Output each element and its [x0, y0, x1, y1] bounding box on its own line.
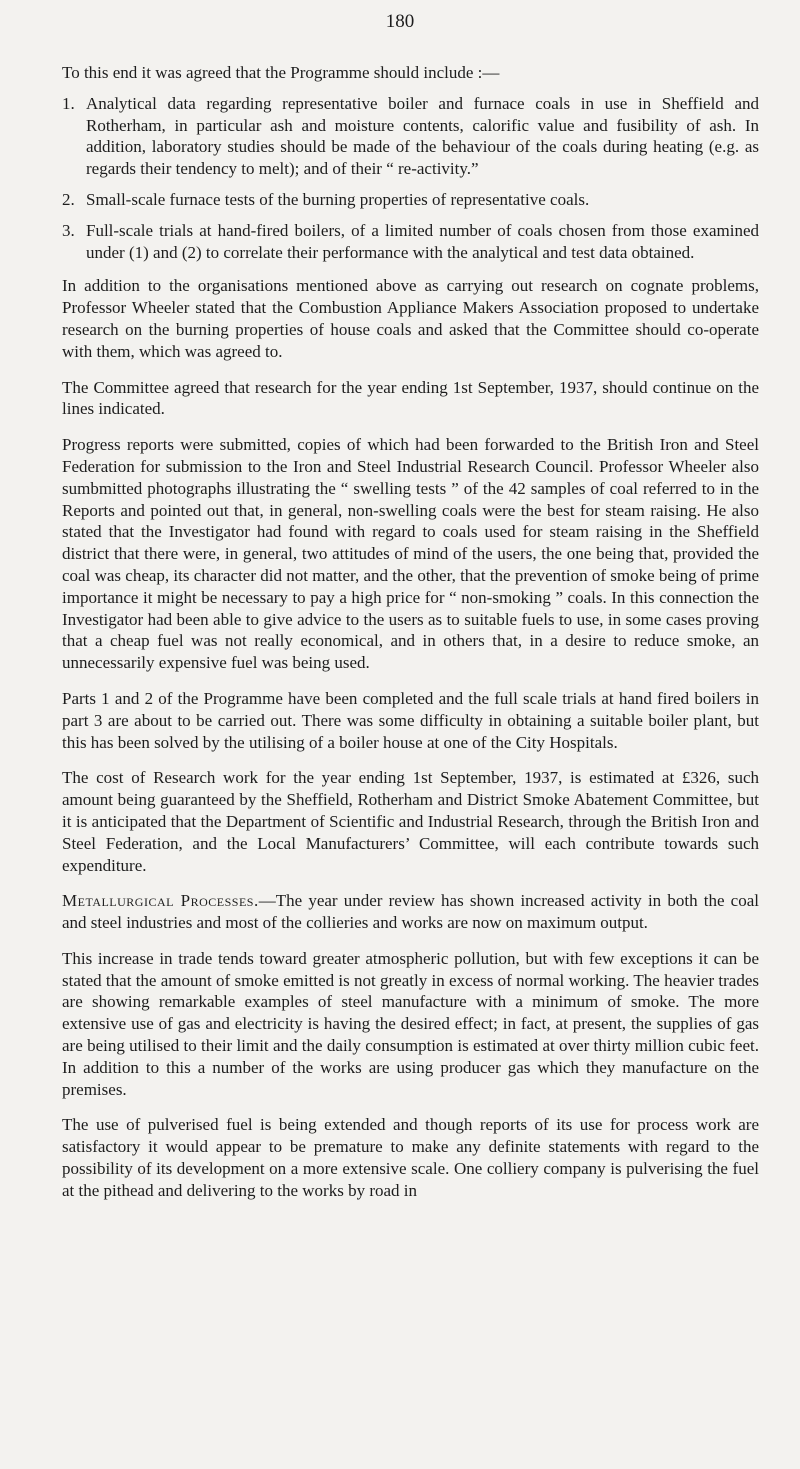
list-item-text: Small-scale furnace tests of the burning properties of representative coals.: [86, 189, 590, 209]
metallurgical-paragraph: [62, 890, 759, 934]
section-text: —The year under review has shown increased activity in both the coal and steel industries and most of the collieries and works are now on maximum output.: [62, 891, 759, 933]
page-number: 180: [385, 11, 415, 32]
paragraph: Parts 1 and 2 of the Programme have been completed and the full scale trials at hand fired boilers in part 3 are about to be carried out. There was some difficulty in obtaining a suitable boiler plant, but this has been solved by the utilising of a boiler house at one of the City Hospitals.: [62, 688, 759, 752]
intro-paragraph: To this end it was agreed that the Programme should include :—: [62, 63, 500, 82]
paragraph: The cost of Research work for the year ending 1st September, 1937, is estimated at £326, such amount being guaranteed by the Sheffield, Rotherham and District Smoke Abatement Committee, but it is anticipated that the Department of Scientific and Industrial Research, through the British Iron and Steel Federation, and the Local Manufacturers’ Committee, will each contribute towards such expenditure.: [62, 768, 759, 875]
list-item: [62, 220, 759, 264]
paragraph: The use of pulverised fuel is being extended and though reports of its use for process work are satisfactory it would appear to be premature to make any definite statements with regard to the possibility of its development on a more extensive scale. One colliery company is pulverising the fuel at the pithead and delivering to the works by road in: [62, 1115, 759, 1200]
paragraph: This increase in trade tends toward greater atmospheric pollution, but with few exceptions it can be stated that the amount of smoke emitted is not greatly in excess of normal working. The heavier trades are showing remarkable examples of steel manufacture with a minimum of smoke. The more extensive use of gas and electricity is having the desired effect; in fact, at present, the supplies of gas are being utilised to their limit and the daily consumption is estimated at over thirty million cubic feet. In addition to this a number of the works are using producer gas which they manufacture on the premises.: [62, 948, 759, 1099]
list-item-text: Analytical data regarding representative boiler and furnace coals in use in Sheffield and Rotherham, in particular ash and moisture contents, calorific value and fusibility of ash. In addition, laboratory studies should be made of the behaviour of the coals during heating (e.g. as regards their tendency to melt); and of their “ re-activity.”: [86, 93, 759, 179]
paragraph: Progress reports were submitted, copies of which had been forwarded to the British Iron and Steel Federation for submission to the Iron and Steel Industrial Research Council. Professor Wheeler also sumbmitted photographs illustrating the “ swelling tests ” of the 42 samples of coal referred to in the Reports and pointed out that, in general, non-swelling coals were the best for steam raising. He also stated that the Investigator had found with regard to coals used for steam raising in the Sheffield district that there were, in general, two attitudes of mind of the users, the one being that, provided the coal was cheap, its character did not matter, and the other, that the prevention of smoke being of prime importance it might be necessary to pay a high price for “ non-smoking ” coals. In this connection the Investigator had been able to give advice to the users as to suitable fuels to use, in some cases proving that a cheap fuel was not really economical, and in others that, in a desire to reduce smoke, an unnecessarily expensive fuel was being used.: [62, 435, 759, 673]
list-item-number: 3.: [62, 220, 75, 240]
list-item-number: 2.: [62, 189, 75, 209]
list-item-text: Full-scale trials at hand-fired boilers, of a limited number of coals chosen from those examined under (1) and (2) to correlate their performance with the analytical and test data obtained.: [86, 220, 759, 262]
paragraph: The Committee agreed that research for the year ending 1st September, 1937, should continue on the lines indicated.: [62, 377, 759, 419]
list-item: [62, 189, 759, 211]
paragraph: In addition to the organisations mentioned above as carrying out research on cognate problems, Professor Wheeler stated that the Combustion Appliance Makers Association proposed to undertake research on the burning properties of house coals and asked that the Committee should co-operate with them, which was agreed to.: [62, 276, 759, 361]
list-item: [62, 93, 759, 180]
programme-list: [62, 93, 759, 264]
section-heading: Metallurgical Processes.: [62, 891, 259, 911]
page-body: [62, 62, 759, 1216]
list-item-number: 1.: [62, 93, 75, 113]
